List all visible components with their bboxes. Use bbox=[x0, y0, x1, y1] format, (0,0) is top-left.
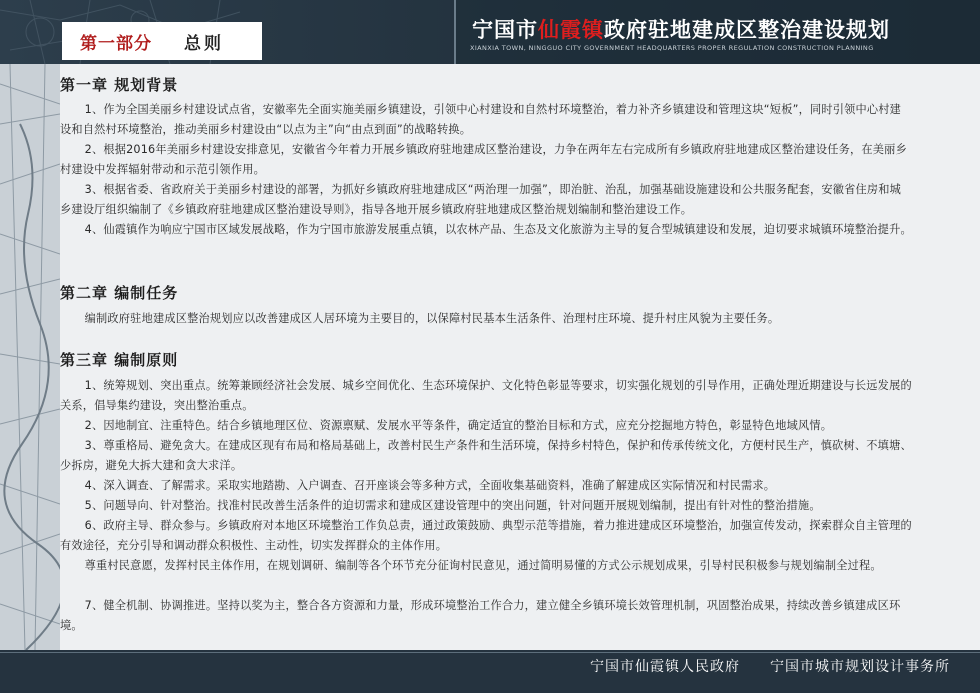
part-label: 第一部分 bbox=[80, 33, 152, 54]
paragraph: 6、政府主导、群众参与。乡镇政府对本地区环境整治工作负总责，通过政策鼓励、典型示范等措施，着力推进建成区环境整治，加强宣传发动，探索群众自主管理的有效途径，充分引导和调动群众积极性、主动性，切实发挥群众的主体作用。 bbox=[60, 519, 912, 552]
english-subtitle: XIANXIA TOWN, NINGGUO CITY GOVERNMENT HEADQUARTERS PROPER REGULATION CONSTRUCTION PLANNING bbox=[470, 44, 874, 52]
page-title bbox=[472, 14, 972, 44]
paragraph: 2、因地制宜、注重特色。结合乡镇地理区位、资源禀赋、发展水平等条件，确定适宜的整治目标和方式，应充分挖掘地方特色，彰显特色地域风情。 bbox=[84, 419, 833, 432]
paragraph: 5、问题导向、针对整治。找准村民改善生活条件的迫切需求和建成区建设管理中的突出问题，针对问题开展规划编制，提出有针对性的整治措施。 bbox=[84, 499, 821, 512]
chapter-title: 第二章 编制任务 bbox=[60, 284, 179, 302]
chapter-title: 第一章 规划背景 bbox=[60, 76, 179, 94]
footer-divider bbox=[0, 652, 980, 653]
title-highlight: 仙霞镇 bbox=[538, 18, 604, 42]
header-banner bbox=[0, 0, 980, 64]
content-panel bbox=[60, 64, 980, 650]
title-prefix: 宁国市 bbox=[472, 18, 538, 42]
footer-org-government: 宁国市仙霞镇人民政府 bbox=[590, 659, 740, 675]
paragraph: 尊重村民意愿，发挥村民主体作用，在规划调研、编制等各个环节充分征询村民意见，通过简明易懂的方式公示规划成果，引导村民积极参与规划编制全过程。 bbox=[84, 559, 882, 572]
paragraph: 编制政府驻地建成区整治规划应以改善建成区人居环境为主要目的，以保障村民基本生活条件、治理村庄环境、提升村庄风貌为主要任务。 bbox=[84, 312, 780, 325]
part-subtitle: 总则 bbox=[184, 33, 224, 54]
paragraph: 3、根据省委、省政府关于美丽乡村建设的部署，为抓好乡镇政府驻地建成区“两治理一加强”，即治脏、治乱，加强基础设施建设和公共服务配套，安徽省住房和城乡建设厅组织编制了《乡镇政府驻地建成区整治建设导则》，指导各地开展乡镇政府驻地建成区整治规划编制和整治建设工作。 bbox=[60, 183, 902, 216]
footer-org-design-office: 宁国市城市规划设计事务所 bbox=[770, 659, 950, 675]
left-map-decoration bbox=[0, 64, 60, 650]
paragraph: 1、统筹规划、突出重点。统筹兼顾经济社会发展、城乡空间优化、生态环境保护、文化特色彰显等要求，切实强化规划的引导作用，正确处理近期建设与长远发展的关系，倡导集约建设，突出整治重点。 bbox=[60, 379, 912, 412]
title-suffix: 政府驻地建成区整治建设规划 bbox=[604, 18, 890, 42]
paragraph: 1、作为全国美丽乡村建设试点省，安徽率先全面实施美丽乡镇建设，引领中心村建设和自然村环境整治，着力补齐乡镇建设和管理这块“短板”，同时引领中心村建设和自然村环境整治，推动美丽乡村建设由“以点为主”向“由点到面”的战略转换。 bbox=[60, 103, 902, 136]
paragraph: 3、尊重格局、避免贪大。在建成区现有布局和格局基础上，改善村民生产条件和生活环境，保持乡村特色，保护和传承传统文化，方便村民生产，慎砍树、不填塘、少拆房，避免大拆大建和贪大求洋。 bbox=[60, 439, 912, 472]
paragraph: 4、深入调查、了解需求。采取实地踏勘、入户调查、召开座谈会等多种方式，全面收集基础资料，准确了解建成区实际情况和村民需求。 bbox=[84, 479, 776, 492]
part-label-box bbox=[62, 22, 262, 60]
chapter-title: 第三章 编制原则 bbox=[60, 351, 179, 369]
paragraph: 7、健全机制、协调推进。坚持以奖为主，整合各方资源和力量，形成环境整治工作合力，建立健全乡镇环境长效管理机制，巩固整治成果，持续改善乡镇建成区环境。 bbox=[60, 599, 901, 632]
paragraph: 2、根据2016年美丽乡村建设安排意见，安徽省今年着力开展乡镇政府驻地建成区整治建设，力争在两年左右完成所有乡镇政府驻地建成区整治建设任务，在美丽乡村建设中发挥辐射带动和示范引领作用。 bbox=[60, 143, 907, 176]
paragraph: 4、仙霞镇作为响应宁国市区域发展战略，作为宁国市旅游发展重点镇，以农林产品、生态及文化旅游为主导的复合型城镇建设和发展，迫切要求城镇环境整治提升。 bbox=[84, 223, 912, 236]
footer-orgs bbox=[560, 656, 950, 676]
